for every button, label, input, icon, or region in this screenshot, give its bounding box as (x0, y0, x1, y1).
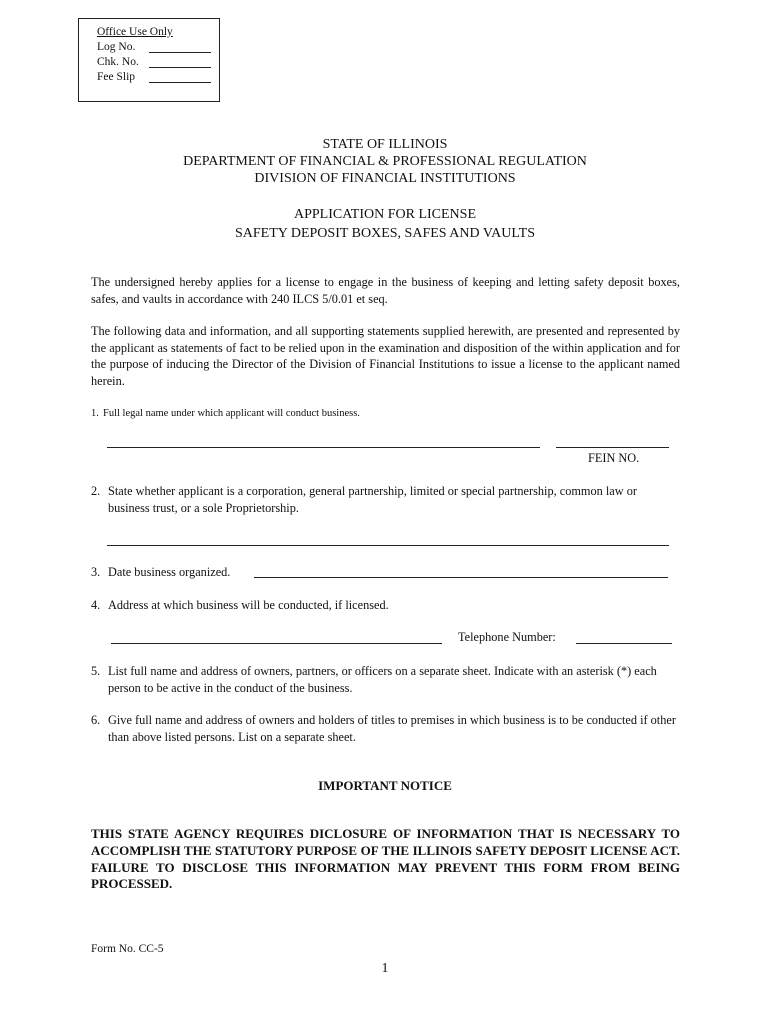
item-2-number: 2. (91, 484, 101, 498)
item-1-text: Full legal name under which applicant will conduct business. (103, 408, 360, 419)
legal-name-field[interactable] (107, 447, 540, 448)
item-4-text: Address at which business will be conducted, if licensed. (108, 598, 389, 612)
header-division: DIVISION OF FINANCIAL INSTITUTIONS (254, 171, 516, 186)
log-no-field[interactable] (149, 40, 211, 53)
item-6-number: 6. (91, 713, 101, 727)
intro-paragraph-2: The following data and information, and all supporting statements supplied herewith, are presented and represented by the applicant as statements of fact to be relied upon in the examination and disposition of the within application and for the purpose of inducing the Director of the Division of Financial Institutions to issue a license to the applicant named herein. (91, 324, 680, 388)
intro-paragraph-1: The undersigned hereby applies for a license to engage in the business of keeping and letting safety deposit boxes, safes, and vaults in accordance with 240 ILCS 5/0.01 et seq. (91, 275, 680, 306)
chk-no-field[interactable] (149, 55, 211, 68)
notice-title: IMPORTANT NOTICE (318, 778, 452, 793)
telephone-field[interactable] (576, 643, 672, 644)
item-5-text: List full name and address of owners, partners, or officers on a separate sheet. Indicate with an asterisk (*) each person to be active in the conduct of the business. (108, 664, 657, 695)
fein-label: FEIN NO. (588, 451, 640, 465)
fee-slip-field[interactable] (149, 70, 211, 83)
item-4-number: 4. (91, 598, 101, 612)
item-5 (91, 663, 680, 697)
form-number: Form No. CC-5 (91, 943, 164, 955)
item-3-number: 3. (91, 565, 101, 579)
log-no-label: Log No. (97, 41, 136, 53)
fee-slip-label: Fee Slip (97, 71, 136, 83)
office-use-box (78, 18, 220, 102)
chk-no-label: Chk. No. (97, 56, 139, 68)
form-subtitle: SAFETY DEPOSIT BOXES, SAFES AND VAULTS (234, 226, 536, 241)
item-5-number: 5. (91, 664, 101, 678)
item-2-text: State whether applicant is a corporation, general partnership, limited or special partnership, common law or business trust, or a sole Proprietorship. (108, 484, 637, 515)
item-4 (91, 597, 680, 614)
telephone-label: Telephone Number: (458, 630, 556, 644)
page-number: 1 (381, 961, 389, 976)
form-title: APPLICATION FOR LICENSE (293, 207, 476, 222)
business-address-field[interactable] (111, 643, 442, 644)
notice-text: THIS STATE AGENCY REQUIRES DICLOSURE OF INFORMATION THAT IS NECESSARY TO ACCOMPLISH THE STATUTORY PURPOSE OF THE ILLINOIS SAFETY DEPOSIT LICENSE ACT. FAILURE TO DISCLOSE THIS INFORMATION MAY PREVENT THIS FORM FROM BEING PROCESSED. (91, 826, 680, 892)
fein-field[interactable] (556, 447, 669, 448)
header-department: DEPARTMENT OF FINANCIAL & PROFESSIONAL REGULATION (183, 154, 587, 169)
item-1-number: 1. (91, 408, 99, 419)
item-6 (91, 712, 680, 746)
item-6-text: Give full name and address of owners and holders of titles to premises in which business is to be conducted if other than above listed persons. List on a separate sheet. (108, 713, 676, 744)
item-2 (91, 483, 680, 517)
date-organized-field[interactable] (254, 577, 668, 578)
item-3-text: Date business organized. (108, 565, 231, 579)
header-state: STATE OF ILLINOIS (322, 137, 448, 152)
business-type-field[interactable] (107, 545, 669, 546)
office-use-title: Office Use Only (97, 26, 173, 38)
item-3 (91, 564, 680, 581)
